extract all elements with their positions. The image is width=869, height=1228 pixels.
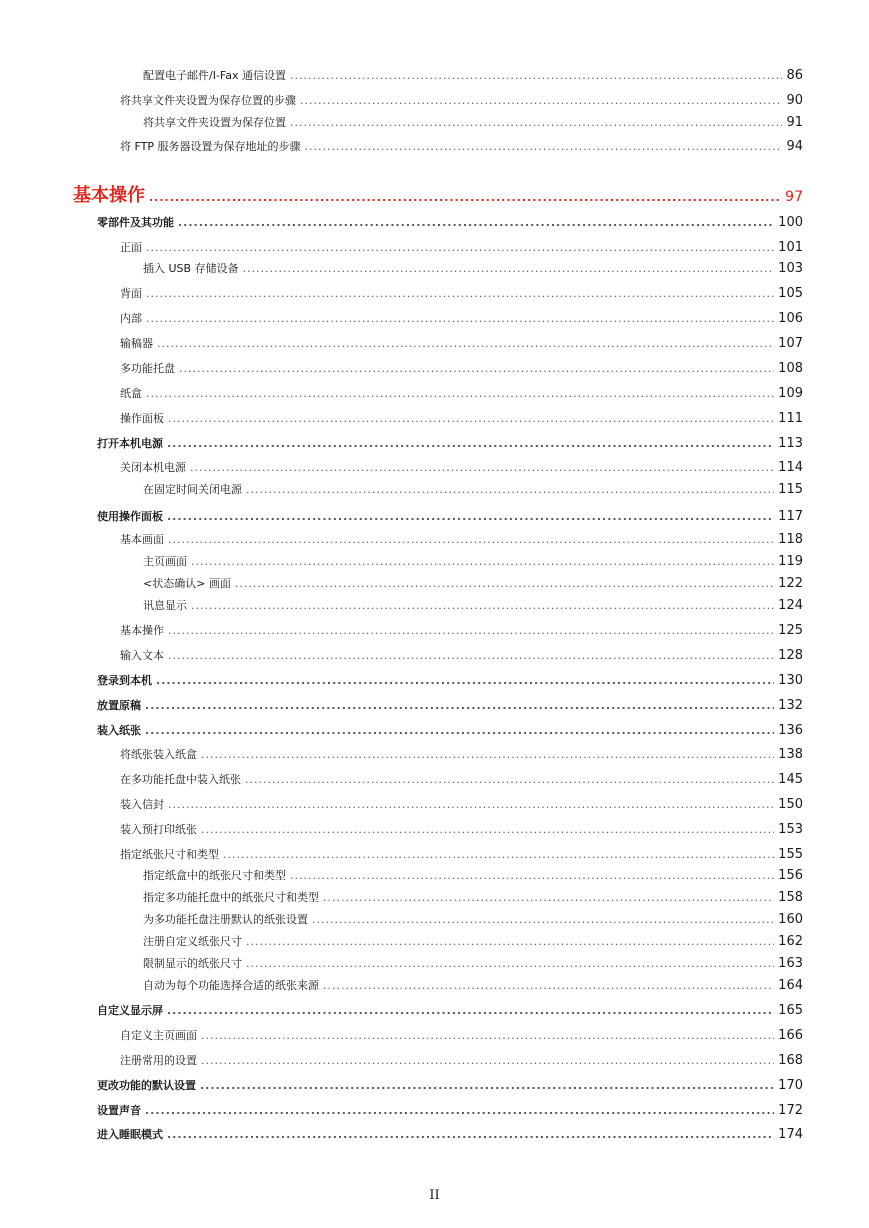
dot-leader — [201, 1029, 774, 1042]
toc-entry-page: 164 — [778, 978, 803, 993]
toc-entry[interactable] — [120, 459, 803, 475]
toc-entry-page: 128 — [778, 648, 803, 663]
toc-entry-page: 105 — [778, 286, 803, 301]
toc-entry[interactable] — [120, 410, 803, 426]
toc-entry-page: 94 — [786, 139, 803, 154]
toc-entry-title: 自动为每个功能选择合适的纸张来源 — [143, 979, 319, 992]
toc-entry[interactable] — [120, 138, 803, 154]
toc-entry[interactable] — [120, 239, 803, 255]
toc-entry-page: 86 — [786, 68, 803, 83]
dot-leader — [146, 312, 774, 325]
toc-entry-title: <状态确认> 画面 — [143, 577, 231, 590]
dot-leader — [149, 191, 781, 204]
toc-entry[interactable] — [120, 846, 803, 862]
toc-entry-title: 关闭本机电源 — [120, 461, 186, 474]
toc-entry-page: 162 — [778, 934, 803, 949]
dot-leader — [146, 287, 774, 300]
dot-leader — [190, 461, 774, 474]
toc-entry-title: 基本画面 — [120, 533, 164, 546]
dot-leader — [246, 483, 774, 496]
toc-entry-page: 174 — [778, 1127, 803, 1142]
dot-leader — [290, 116, 782, 129]
dot-leader — [168, 624, 774, 637]
toc-entry[interactable] — [120, 821, 803, 837]
toc-entry[interactable] — [120, 335, 803, 351]
toc-entry-page: 114 — [778, 460, 803, 475]
toc-entry-title: 设置声音 — [97, 1104, 141, 1117]
dot-leader — [246, 935, 774, 948]
toc-entry-title: 打开本机电源 — [97, 437, 163, 450]
dot-leader — [300, 94, 782, 107]
toc-entry[interactable] — [97, 1126, 803, 1142]
toc-entry[interactable] — [143, 553, 803, 569]
dot-leader — [235, 577, 774, 590]
toc-entry-page: 119 — [778, 554, 803, 569]
toc-entry[interactable] — [143, 575, 803, 591]
dot-leader — [223, 848, 774, 861]
dot-leader — [200, 1079, 774, 1092]
toc-entry-page: 130 — [778, 673, 803, 688]
dot-leader — [312, 913, 774, 926]
toc-entry-title: 背面 — [120, 287, 142, 300]
toc-entry[interactable] — [97, 697, 803, 713]
toc-entry-title: 装入信封 — [120, 798, 164, 811]
toc-entry[interactable] — [120, 92, 803, 108]
toc-entry[interactable] — [143, 911, 803, 927]
toc-entry-page: 170 — [778, 1078, 803, 1093]
dot-leader — [201, 748, 774, 761]
toc-entry-page: 158 — [778, 890, 803, 905]
toc-entry-title: 放置原稿 — [97, 699, 141, 712]
dot-leader — [167, 510, 774, 523]
toc-entry-title: 输入文本 — [120, 649, 164, 662]
toc-entry[interactable] — [120, 647, 803, 663]
dot-leader — [179, 362, 774, 375]
dot-leader — [167, 437, 774, 450]
toc-entry[interactable] — [120, 385, 803, 401]
toc-entry-page: 118 — [778, 532, 803, 547]
toc-entry-page: 122 — [778, 576, 803, 591]
toc-entry-page: 160 — [778, 912, 803, 927]
dot-leader — [168, 533, 774, 546]
page-number: II — [429, 1188, 440, 1203]
toc-entry[interactable] — [120, 771, 803, 787]
toc-entry-title: 使用操作面板 — [97, 510, 163, 523]
toc-entry-page: 172 — [778, 1103, 803, 1118]
toc-entry-title: 配置电子邮件/I-Fax 通信设置 — [143, 69, 286, 82]
toc-entry[interactable] — [97, 672, 803, 688]
dot-leader — [290, 69, 782, 82]
dot-leader — [168, 649, 774, 662]
dot-leader — [157, 337, 774, 350]
toc-entry[interactable] — [120, 360, 803, 376]
toc-entry-page: 166 — [778, 1028, 803, 1043]
toc-entry-title: 自定义显示屏 — [97, 1004, 163, 1017]
dot-leader — [156, 674, 774, 687]
toc-entry[interactable] — [120, 622, 803, 638]
toc-entry-page: 100 — [778, 215, 803, 230]
toc-entry[interactable] — [143, 933, 803, 949]
dot-leader — [246, 957, 774, 970]
toc-entry[interactable] — [97, 1077, 803, 1093]
toc-entry-title: 正面 — [120, 241, 142, 254]
dot-leader — [201, 1054, 774, 1067]
toc-entry[interactable] — [97, 508, 803, 524]
toc-entry-title: 操作面板 — [120, 412, 164, 425]
toc-entry-page: 125 — [778, 623, 803, 638]
dot-leader — [168, 798, 774, 811]
dot-leader — [290, 869, 774, 882]
toc-entry-page: 153 — [778, 822, 803, 837]
toc-entry[interactable] — [143, 481, 803, 497]
dot-leader — [145, 1104, 774, 1117]
dot-leader — [168, 412, 774, 425]
toc-entry[interactable] — [120, 310, 803, 326]
toc-entry-page: 111 — [778, 411, 803, 426]
toc-entry-page: 168 — [778, 1053, 803, 1068]
toc-entry-page: 101 — [778, 240, 803, 255]
toc-entry-page: 107 — [778, 336, 803, 351]
dot-leader — [191, 599, 774, 612]
toc-entry-page: 113 — [778, 436, 803, 451]
toc-entry-page: 106 — [778, 311, 803, 326]
toc-entry-page: 109 — [778, 386, 803, 401]
toc-entry-title: 插入 USB 存储设备 — [143, 262, 239, 275]
toc-entry[interactable] — [143, 260, 803, 276]
toc-entry[interactable] — [97, 1102, 803, 1118]
toc-entry-page: 108 — [778, 361, 803, 376]
toc-entry[interactable] — [143, 597, 803, 613]
toc-entry-page: 145 — [778, 772, 803, 787]
toc-entry[interactable] — [143, 955, 803, 971]
toc-entry[interactable] — [143, 114, 803, 130]
toc-entry-title: 主页画面 — [143, 555, 187, 568]
toc-entry-title: 基本操作 — [120, 624, 164, 637]
dot-leader — [178, 216, 774, 229]
toc-entry-title: 装入纸张 — [97, 724, 141, 737]
toc-entry-title: 指定纸盒中的纸张尺寸和类型 — [143, 869, 286, 882]
toc-entry-title: 登录到本机 — [97, 674, 152, 687]
toc-entry[interactable] — [143, 977, 803, 993]
toc-entry-title: 讯息显示 — [143, 599, 187, 612]
chapter-page: 97 — [785, 189, 803, 205]
toc-entry-title: 自定义主页画面 — [120, 1029, 197, 1042]
chapter-title: 基本操作 — [73, 185, 145, 206]
dot-leader — [323, 979, 774, 992]
toc-chapter-entry[interactable] — [73, 181, 803, 207]
toc-entry-page: 124 — [778, 598, 803, 613]
toc-entry-title: 指定多功能托盘中的纸张尺寸和类型 — [143, 891, 319, 904]
toc-entry-page: 155 — [778, 847, 803, 862]
toc-entry-page: 165 — [778, 1003, 803, 1018]
toc-entry-page: 156 — [778, 868, 803, 883]
toc-entry[interactable] — [143, 889, 803, 905]
toc-entry-page: 103 — [778, 261, 803, 276]
dot-leader — [145, 724, 774, 737]
dot-leader — [167, 1128, 774, 1141]
toc-entry-title: 纸盒 — [120, 387, 142, 400]
toc-entry-title: 多功能托盘 — [120, 362, 175, 375]
toc-entry-title: 装入预打印纸张 — [120, 823, 197, 836]
toc-entry-title: 将共享文件夹设置为保存位置 — [143, 116, 286, 129]
toc-entry[interactable] — [143, 67, 803, 83]
toc-entry-title: 在固定时间关闭电源 — [143, 483, 242, 496]
toc-entry[interactable] — [97, 214, 803, 230]
toc-entry-title: 将 FTP 服务器设置为保存地址的步骤 — [120, 140, 301, 153]
toc-entry-page: 117 — [778, 509, 803, 524]
toc-entry-page: 115 — [778, 482, 803, 497]
dot-leader — [323, 891, 774, 904]
dot-leader — [146, 387, 774, 400]
toc-entry-title: 为多功能托盘注册默认的纸张设置 — [143, 913, 308, 926]
toc-entry[interactable] — [97, 722, 803, 738]
toc-entry-title: 输稿器 — [120, 337, 153, 350]
dot-leader — [201, 823, 774, 836]
toc-entry-title: 将纸张装入纸盒 — [120, 748, 197, 761]
toc-entry-title: 内部 — [120, 312, 142, 325]
toc-entry-title: 注册自定义纸张尺寸 — [143, 935, 242, 948]
dot-leader — [145, 699, 774, 712]
toc-entry[interactable] — [143, 867, 803, 883]
dot-leader — [243, 262, 775, 275]
toc-entry-page: 163 — [778, 956, 803, 971]
toc-entry[interactable] — [120, 531, 803, 547]
toc-entry-page: 91 — [786, 115, 803, 130]
toc-entry-page: 136 — [778, 723, 803, 738]
dot-leader — [146, 241, 774, 254]
toc-entry-page: 138 — [778, 747, 803, 762]
dot-leader — [191, 555, 774, 568]
toc-entry-title: 将共享文件夹设置为保存位置的步骤 — [120, 94, 296, 107]
toc-entry[interactable] — [120, 1027, 803, 1043]
dot-leader — [167, 1004, 774, 1017]
toc-entry-title: 限制显示的纸张尺寸 — [143, 957, 242, 970]
toc-entry[interactable] — [97, 435, 803, 451]
toc-entry-title: 零部件及其功能 — [97, 216, 174, 229]
toc-entry[interactable] — [120, 1052, 803, 1068]
toc-entry[interactable] — [120, 285, 803, 301]
toc-entry-title: 进入睡眠模式 — [97, 1128, 163, 1141]
toc-entry[interactable] — [120, 796, 803, 812]
toc-entry-page: 90 — [786, 93, 803, 108]
toc-entry-title: 在多功能托盘中装入纸张 — [120, 773, 241, 786]
toc-entry-title: 注册常用的设置 — [120, 1054, 197, 1067]
toc-entry[interactable] — [97, 1002, 803, 1018]
dot-leader — [304, 140, 782, 153]
toc-entry-page: 132 — [778, 698, 803, 713]
toc-entry-title: 更改功能的默认设置 — [97, 1079, 196, 1092]
toc-entry-title: 指定纸张尺寸和类型 — [120, 848, 219, 861]
toc-entry[interactable] — [120, 746, 803, 762]
toc-entry-page: 150 — [778, 797, 803, 812]
dot-leader — [245, 773, 774, 786]
